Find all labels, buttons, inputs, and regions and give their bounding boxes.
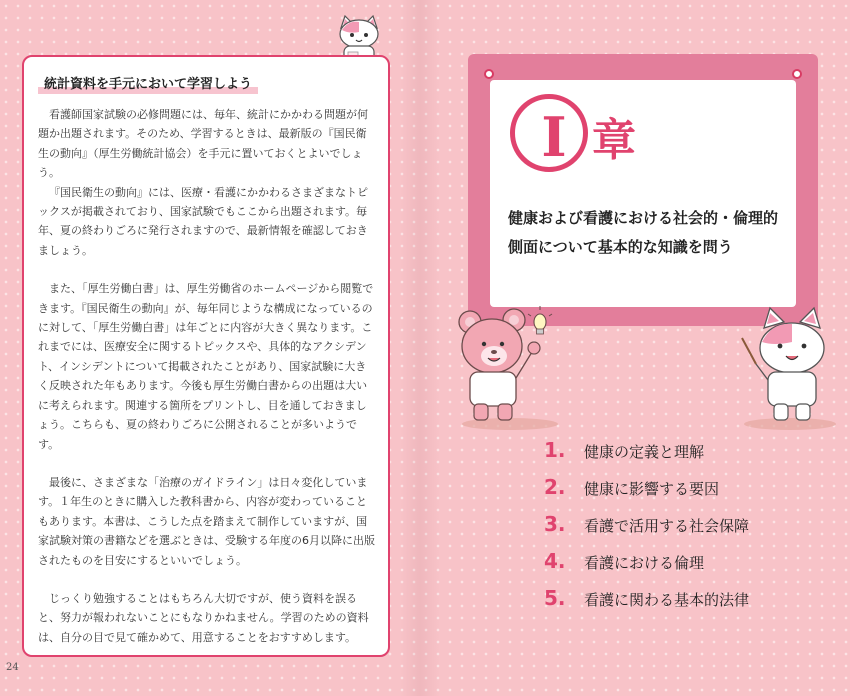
study-tips-paragraph: じっくり勉強することはもちろん大切ですが、使う資料を誤ると、努力が報われないことにもなりかねません。学習のための資料は、自分の目で見て確かめて、用意することをおすすめします。 bbox=[38, 591, 369, 644]
chapter-heading bbox=[510, 94, 790, 174]
pin-icon bbox=[484, 69, 494, 79]
toc-item[interactable] bbox=[544, 438, 824, 475]
toc-number: 3. bbox=[544, 512, 566, 536]
mascot-characters-illustration bbox=[452, 300, 842, 432]
chapter-title: 健康および看護における社会的・倫理的側面について基本的な知識を問う bbox=[508, 209, 779, 256]
study-tips-box bbox=[22, 55, 390, 657]
toc-label: 看護における倫理 bbox=[584, 554, 705, 572]
study-tips-paragraph: また、「厚生労働白書」は、厚生労働省のホームページから閲覧できます。『国民衛生の動向』が、毎年同じような構成になっているのに対して、「厚生労働白書」は年ごとに内容が大きく異なります。これまでには、医療安全に関するトピックスや、具体的なアクシデント、インシデントについて掲載されたことがあり、国家試験に大きく反映された年もあります。今後も厚生労働白書からの出題は大いに考えられます。関連する箇所をプリントし、目を通しておきましょう。こちらも、夏の終わりごろに公開されることが多いようです。 bbox=[38, 282, 374, 451]
toc-label: 看護に関わる基本的法律 bbox=[584, 591, 750, 609]
toc-number: 1. bbox=[544, 438, 566, 462]
lightbulb-icon bbox=[528, 306, 552, 334]
pin-icon bbox=[792, 69, 802, 79]
cat-nurse-icon bbox=[742, 308, 824, 420]
toc-number: 5. bbox=[544, 586, 566, 610]
toc-number: 4. bbox=[544, 549, 566, 573]
page-number: 24 bbox=[6, 662, 19, 673]
study-tips-title: 統計資料を手元において学習しよう bbox=[38, 73, 258, 94]
toc-item[interactable] bbox=[544, 512, 824, 549]
chapter-kanji: 章 bbox=[592, 115, 636, 166]
bear-nurse-icon bbox=[459, 309, 540, 420]
chapter-contents-list bbox=[544, 438, 824, 623]
chapter-frame bbox=[468, 54, 818, 326]
chapter-card bbox=[490, 80, 796, 307]
study-tips-paragraph: 看護師国家試験の必修問題には、毎年、統計にかかわる問題が何題か出題されます。そのため、学習するときは、最新版の『国民衛生の動向』（厚生労働統計協会）を手元に置いておくとよいでしょう。 bbox=[38, 108, 368, 180]
toc-label: 健康に影響する要因 bbox=[584, 480, 720, 498]
toc-label: 健康の定義と理解 bbox=[584, 443, 705, 461]
study-tips-paragraph: 『国民衛生の動向』には、医療・看護にかかわるさまざまなトピックスが掲載されており、国家試験でもここから出題されます。毎年、夏の終わりごろに発行されますので、最新情報を確認しておきましょう。 bbox=[38, 185, 368, 257]
chapter-numeral: I bbox=[541, 105, 567, 169]
toc-label: 看護で活用する社会保障 bbox=[584, 517, 750, 535]
toc-item[interactable] bbox=[544, 549, 824, 586]
study-tips-paragraph: 最後に、さまざまな「治療のガイドライン」は日々変化しています。１年生のときに購入した教科書から、内容が変わっていることもあります。本書は、こうした点を踏まえて制作していますが、国家試験対策の書籍などを選ぶときは、受験する年度の6月以降に出版されたものを目安にするといいでしょう。 bbox=[38, 475, 375, 567]
chapter-number-badge bbox=[510, 94, 588, 172]
toc-item[interactable] bbox=[544, 586, 824, 623]
page-gutter bbox=[400, 0, 440, 696]
toc-item[interactable] bbox=[544, 475, 824, 512]
toc-number: 2. bbox=[544, 475, 566, 499]
study-tips-body bbox=[38, 105, 376, 647]
